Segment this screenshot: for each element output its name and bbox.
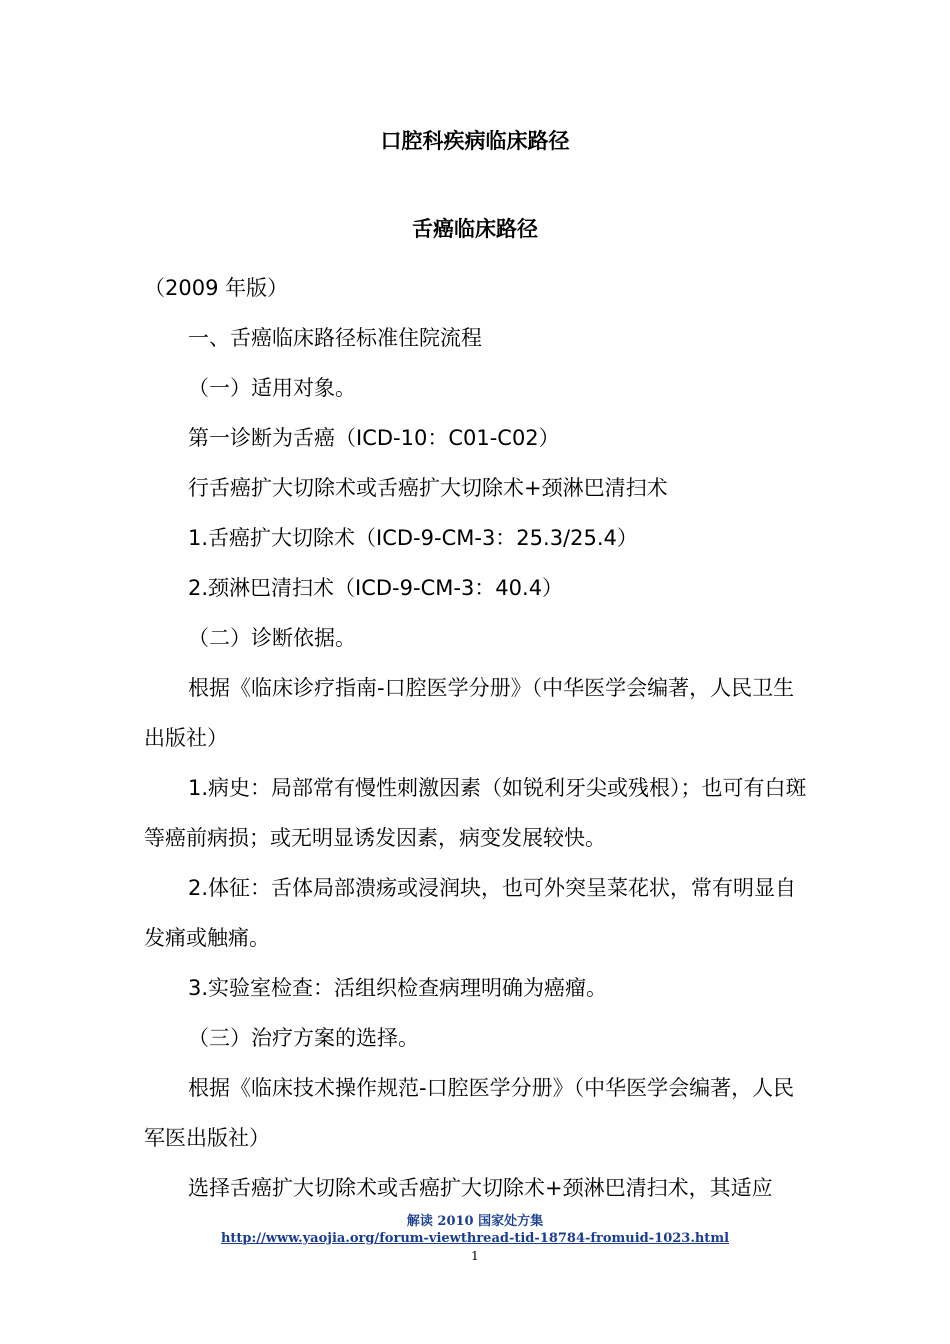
- footer-title: 解读 2010 国家处方集: [406, 1214, 544, 1229]
- paragraph: 1.病史：局部常有慢性刺激因素（如锐利牙尖或残根）；也可有白斑等癌前病损；或无明显诱发因素，病变发展较快。: [144, 776, 807, 850]
- paragraph: 一、舌癌临床路径标准住院流程: [188, 326, 482, 350]
- paragraph: 根据《临床诊疗指南-口腔医学分册》（中华医学会编著，人民卫生出版社）: [144, 676, 795, 750]
- paragraph: 3.实验室检查：活组织检查病理明确为癌瘤。: [188, 976, 608, 1000]
- document-title: 口腔科疾病临床路径: [380, 129, 570, 153]
- paragraph: 选择舌癌扩大切除术或舌癌扩大切除术+颈淋巴清扫术，其适应: [188, 1176, 773, 1200]
- paragraph: （二）诊断依据。: [188, 626, 356, 650]
- paragraph: （三）治疗方案的选择。: [188, 1026, 419, 1050]
- paragraph: 根据《临床技术操作规范-口腔医学分册》（中华医学会编著，人民军医出版社）: [144, 1076, 795, 1150]
- page-number: 1: [471, 1249, 479, 1263]
- paragraph: 2.颈淋巴清扫术（ICD-9-CM-3：40.4）: [188, 576, 564, 600]
- document-subtitle: 舌癌临床路径: [412, 217, 538, 241]
- paragraph: 行舌癌扩大切除术或舌癌扩大切除术+颈淋巴清扫术: [188, 476, 668, 500]
- paragraph: （一）适用对象。: [188, 376, 356, 400]
- footer-url-link[interactable]: http://www.yaojia.org/forum-viewthread-tid-18784-fromuid-1023.html: [220, 1231, 730, 1246]
- paragraph: （2009 年版）: [144, 276, 289, 300]
- paragraph: 第一诊断为舌癌（ICD-10：C01-C02）: [188, 426, 560, 450]
- paragraph: 2.体征：舌体局部溃疡或浸润块，也可外突呈菜花状，常有明显自发痛或触痛。: [144, 876, 797, 950]
- document-body: [144, 263, 814, 1213]
- paragraph: 1.舌癌扩大切除术（ICD-9-CM-3：25.3/25.4）: [188, 526, 638, 550]
